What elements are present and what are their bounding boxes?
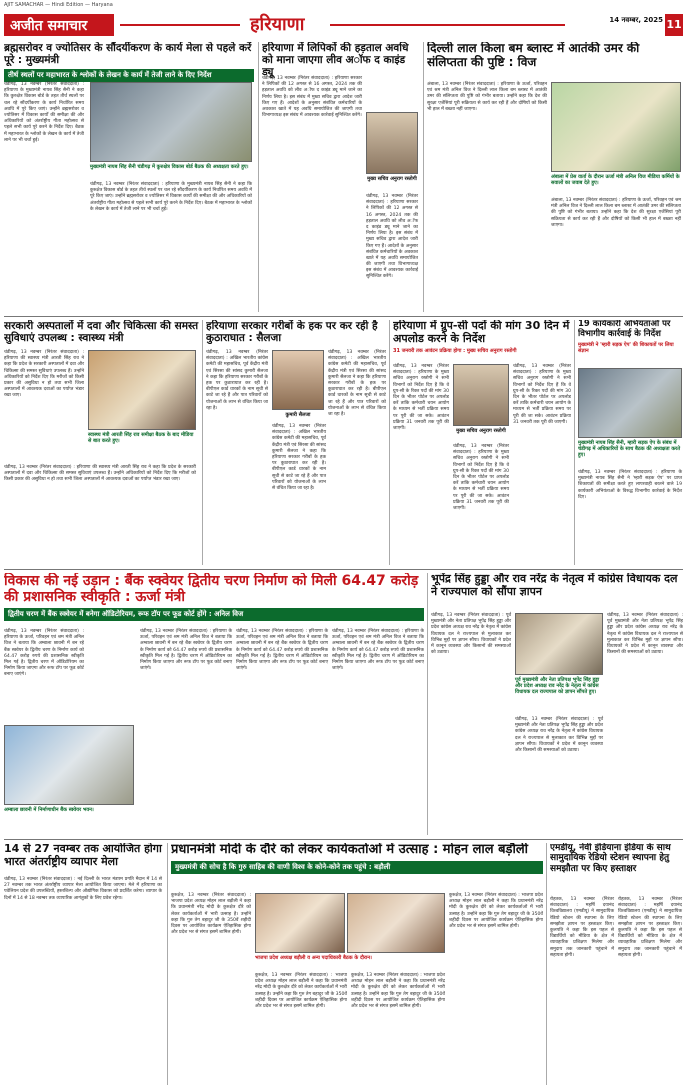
- story-red-fort-blast: [427, 42, 683, 312]
- photo-caption: पूर्व मुख्यमंत्री और नेता प्रतिपक्ष भूपेंद्र सिंह हुड्डा और प्रदेश अध्यक्ष राव नरेंद्र के नेतृत्व में कांग्रेस विधायक दल राज्यपाल को ज्ञापन सौंपते हुए।: [515, 677, 600, 695]
- story-body-cont2: चंडीगढ़, 13 नवम्बर (निरंतर संवाददाता) : हरियाणा के मुख्य सचिव अनुराग रस्तोगी ने सभी विभागों को निर्देश दिए हैं कि वे ग्रुप-सी के रिक्त पदों की मांग 30 दिन के भीतर पोर्टल पर अपलोड करें ताकि कर्मचारी चयन आयोग के माध्यम से भर्ती प्रक्रिया समय पर पूरी की जा सके। आवंटन प्रक्रिया 31 जनवरी तक पूरी की जाएगी।: [453, 444, 509, 511]
- column-divider: [167, 843, 168, 1085]
- story-body: कुरुक्षेत्र, 13 नवम्बर (निरंतर संवाददाता) : भाजपा प्रदेश अध्यक्ष मोहन लाल बड़ौली ने कहा कि प्रधानमंत्री नरेंद्र मोदी के कुरुक्षेत्र दौरे को लेकर कार्यकर्ताओं में भारी उत्साह है। उन्होंने कहा कि गुरु तेग बहादुर जी के 350वें शहीदी दिवस पर आयोजित कार्यक्रम ऐतिहासिक होगा और प्रदेश भर से संगत इसमें शामिल होगी।: [171, 893, 251, 936]
- story-headline: हरियाणा में ग्रुप-सी पदों की मांग 30 दिन में अपलोड करने के निर्देश: [393, 320, 570, 345]
- story-headline: हरियाणा सरकार गरीबों के हक पर कर रही है कुठाराघात : सैलजा: [206, 320, 378, 345]
- column-divider: [427, 573, 428, 835]
- portrait-selja: [272, 350, 324, 410]
- story-body: चंडीगढ़, 13 नवम्बर (निरंतर संवाददाता) : हरियाणा के मुख्यमंत्री नायब सिंह सैनी ने कहा कि कुरुक्षेत्र विकास बोर्ड के तहत तीर्थ स्थलों पर चल रहे सौंदर्यीकरण के कार्य निर्धारित समय अवधि में पूरे किए जाएं। उन्होंने ब्रह्मसरोवर व ज्योतिसर में विकास कार्यों की समीक्षा की और अधिकारियों को अंतर्राष्ट्रीय गीता महोत्सव से पहले सभी कार्य पूरे करने के निर्देश दिए। बैठक में महाभारत के श्लोकों के लेखन के कार्य में तेजी लाने पर भी चर्चा हुई।: [4, 82, 84, 143]
- story-body-cont: चंडीगढ़, 13 नवम्बर (निरंतर संवाददाता) : हरियाणा के मुख्य सचिव अनुराग रस्तोगी ने सभी विभागों को निर्देश दिए हैं कि वे ग्रुप-सी के रिक्त पदों की मांग 30 दिन के भीतर पोर्टल पर अपलोड करें ताकि कर्मचारी चयन आयोग के माध्यम से भर्ती प्रक्रिया समय पर पूरी की जा सके। आवंटन प्रक्रिया 31 जनवरी तक पूरी की जाएगी।: [513, 364, 571, 425]
- page-number: 11: [665, 14, 683, 36]
- story-cm-brahmsarovar: [4, 42, 254, 312]
- portrait-chief-secretary: [366, 112, 418, 174]
- photo-cm-road-meeting: [578, 368, 682, 438]
- story-group-c-posts: [393, 320, 571, 565]
- story-headline: प्रधानमंत्री मोदी के दौरे को लेकर कार्यकर्ताओं में उत्साह : मोहन लाल बड़ौली: [171, 843, 529, 857]
- story-body-cont2: चंडीगढ़, 13 नवम्बर (निरंतर संवाददाता) : हरियाणा के ऊर्जा, परिवहन एवं श्रम मंत्री अनिल विज ने बताया कि अम्बाला छावनी में बन रहे बैंक स्क्वेयर के द्वितीय चरण के निर्माण कार्य को 64.47 करोड़ रुपये की प्रशासनिक स्वीकृति मिल गई है। द्वितीय चरण में ऑडिटोरियम का निर्माण किया जाएगा और रूफ टॉप पर फूड कोर्ट बनाए जाएंगे।: [236, 629, 328, 672]
- story-body-cont2: चंडीगढ़, 13 नवम्बर (निरंतर संवाददाता) : अखिल भारतीय कांग्रेस कमेटी की महासचिव, पूर्व केंद्रीय मंत्री एवं सिरसा की सांसद कुमारी सैलजा ने कहा कि हरियाणा सरकार गरीबों के हक पर कुठाराघात कर रही है। बीपीएल कार्ड धारकों के नाम सूची से काटे जा रहे हैं और पात्र परिवारों को योजनाओं के लाभ से वंचित किया जा रहा है।: [272, 424, 326, 491]
- story-selja: [206, 320, 386, 565]
- story-body-cont: चंडीगढ़, 13 नवम्बर (निरंतर संवाददाता) : हरियाणा के मुख्यमंत्री नायब सिंह सैनी ने कहा कि कुरुक्षेत्र विकास बोर्ड के तहत तीर्थ स्थलों पर चल रहे सौंदर्यीकरण के कार्य निर्धारित समय अवधि में पूरे किए जाएं। उन्होंने ब्रह्मसरोवर व ज्योतिसर में विकास कार्यों की समीक्षा की और अधिकारियों को अंतर्राष्ट्रीय गीता महोत्सव से पहले सभी कार्य पूरे करने के निर्देश दिए। बैठक में महाभारत के श्लोकों के लेखन के कार्य में तेजी लाने पर भी चर्चा हुई।: [90, 182, 252, 212]
- story-body: चंडीगढ़, 13 नवम्बर (निरंतर संवाददाता) : पूर्व मुख्यमंत्री और नेता प्रतिपक्ष भूपेंद्र सिंह हुड्डा और प्रदेश कांग्रेस अध्यक्ष राव नरेंद्र के नेतृत्व में कांग्रेस विधायक दल ने राज्यपाल से मुलाकात कर विभिन्न मुद्दों पर ज्ञापन सौंपा। विधायकों ने प्रदेश में कानून व्यवस्था और किसानों की समस्याओं को उठाया।: [431, 613, 511, 656]
- story-health-minister: [4, 320, 199, 565]
- story-trade-fair: [4, 843, 164, 1085]
- photo-health-minister: [88, 350, 196, 430]
- story-congress-memorandum: [431, 573, 683, 835]
- story-pm-visit-badoli: [171, 843, 543, 1085]
- story-body: चंडीगढ़, 13 नवम्बर (निरंतर संवाददाता) : हरियाणा के मुख्य सचिव अनुराग रस्तोगी ने सभी विभागों को निर्देश दिए हैं कि वे ग्रुप-सी के रिक्त पदों की मांग 30 दिन के भीतर पोर्टल पर अपलोड करें ताकि कर्मचारी चयन आयोग के माध्यम से भर्ती प्रक्रिया समय पर पूरी की जा सके। आवंटन प्रक्रिया 31 जनवरी तक पूरी की जाएगी।: [393, 364, 449, 431]
- story-body: चंडीगढ़, 13 नवम्बर (निरंतर संवाददाता) : हरियाणा सरकार ने लिपिकों की 12 अगस्त से 16 अगस्त, 2024 तक की हड़ताल अवधि को लीव अॉफ द काइंड ड्यू माने जाने का निर्णय लिया है। इस संबंध में मुख्य सचिव द्वारा आदेश जारी किए गए हैं। आदेशों के अनुसार संबंधित कर्मचारियों के अवकाश खाते में यह अवधि समायोजित की जाएगी तथा विभागाध्यक्ष इस संबंध में आवश्यक कार्रवाई सुनिश्चित करेंगे।: [262, 76, 362, 119]
- photo-caption: स्वास्थ्य मंत्री आरती सिंह राव समीक्षा बैठक के बाद मीडिया से बात करते हुए।: [88, 432, 194, 444]
- masthead-rule-right: [330, 24, 565, 26]
- photo-caption: मुख्यमंत्री नायब सिंह सैनी चंडीगढ़ में कुरुक्षेत्र विकास बोर्ड बैठक की अध्यक्षता करते हुए।: [90, 164, 249, 170]
- story-body: चंडीगढ़, 13 नवम्बर (निरंतर संवाददाता) : नई दिल्ली के भारत मंडपम प्रगति मैदान में 14 से 27 नवम्बर तक भारत अंतर्राष्ट्रीय व्यापार मेला आयोजित किया जाएगा। मेले में हरियाणा का पवेलियन प्रदेश की उपलब्धियों, हस्तशिल्प और औद्योगिक विकास को प्रदर्शित करेगा। व्यापार के दिनों में 14 से 18 नवम्बर तक व्यापारिक आगंतुकों के लिए प्रवेश रहेगा।: [4, 877, 162, 901]
- story-body-cont: कुरुक्षेत्र, 13 नवम्बर (निरंतर संवाददाता) : भाजपा प्रदेश अध्यक्ष मोहन लाल बड़ौली ने कहा कि प्रधानमंत्री नरेंद्र मोदी के कुरुक्षेत्र दौरे को लेकर कार्यकर्ताओं में भारी उत्साह है। उन्होंने कहा कि गुरु तेग बहादुर जी के 350वें शहीदी दिवस पर आयोजित कार्यक्रम ऐतिहासिक होगा और प्रदेश भर से संगत इसमें शामिल होगी।: [255, 973, 347, 1009]
- row-divider: [4, 839, 683, 840]
- story-headline: सरकारी अस्पतालों में दवा और चिकित्सा की समस्त सुविधाएं उपलब्ध : स्वास्थ्य मंत्री: [4, 320, 199, 345]
- story-subheadline: मुख्यमंत्री की सोच है कि गुरु साहिब की वाणी विश्व के कोने-कोने तक पहुंचे : बड़ौली: [171, 861, 543, 874]
- story-body: चंडीगढ़, 13 नवम्बर (निरंतर संवाददाता) : अखिल भारतीय कांग्रेस कमेटी की महासचिव, पूर्व केंद्रीय मंत्री एवं सिरसा की सांसद कुमारी सैलजा ने कहा कि हरियाणा सरकार गरीबों के हक पर कुठाराघात कर रही है। बीपीएल कार्ड धारकों के नाम सूची से काटे जा रहे हैं और पात्र परिवारों को योजनाओं के लाभ से वंचित किया जा रहा है।: [206, 350, 268, 411]
- issue-date: 14 नवम्बर, 2025: [609, 16, 663, 24]
- story-body-cont2: चंडीगढ़, 13 नवम्बर (निरंतर संवाददाता) : पूर्व मुख्यमंत्री और नेता प्रतिपक्ष भूपेंद्र सिंह हुड्डा और प्रदेश कांग्रेस अध्यक्ष राव नरेंद्र के नेतृत्व में कांग्रेस विधायक दल ने राज्यपाल से मुलाकात कर विभिन्न मुद्दों पर ज्ञापन सौंपा। विधायकों ने प्रदेश में कानून व्यवस्था और किसानों की समस्याओं को उठाया।: [607, 613, 683, 656]
- story-bank-square: [4, 573, 424, 835]
- portrait-caption: मुख्य सचिव अनुराग रस्तोगी: [456, 428, 506, 434]
- column-divider: [574, 320, 575, 565]
- column-divider: [389, 320, 390, 565]
- photo-caption: अंबाला में प्रेस वार्ता के दौरान ऊर्जा मंत्री अनिल विज मीडिया कर्मियों के सवालों का जवाब देते हुए।: [551, 174, 680, 186]
- story-body-cont: चंडीगढ़, 13 नवम्बर (निरंतर संवाददाता) : पूर्व मुख्यमंत्री और नेता प्रतिपक्ष भूपेंद्र सिंह हुड्डा और प्रदेश कांग्रेस अध्यक्ष राव नरेंद्र के नेतृत्व में कांग्रेस विधायक दल ने राज्यपाल से मुलाकात कर विभिन्न मुद्दों पर ज्ञापन सौंपा। विधायकों ने प्रदेश में कानून व्यवस्था और किसानों की समस्याओं को उठाया।: [515, 717, 603, 753]
- photo-caption: अम्बाला छावनी में निर्माणाधीन बैंक स्क्वेयर भवन।: [4, 807, 94, 813]
- story-mdu-radio: [550, 843, 683, 1085]
- story-headline: विकास की नई उड़ान : बैंक स्क्वेयर द्वितीय चरण निर्माण को मिली 64.47 करोड़ की प्रशासनिक स्वीकृति : ऊर्जा मंत्री: [4, 573, 419, 606]
- photo-caption: मुख्यमंत्री नायब सिंह सैनी, म्हारी सड़क ऐप के संबंध में चंडीगढ़ में अधिकारियों के साथ बैठक की अध्यक्षता करते हुए।: [578, 440, 681, 458]
- story-headline: भूपेंद्र सिंह हुड्डा और राव नरेंद्र के नेतृत्व में कांग्रेस विधायक दल ने राज्यपाल को सौंपा ज्ञापन: [431, 573, 678, 598]
- story-body-cont: अंबाला, 13 नवम्बर (निरंतर संवाददाता) : हरियाणा के ऊर्जा, परिवहन एवं श्रम मंत्री अनिल विज ने दिल्ली लाल किला बम ब्लास्ट में आतंकी उमर की संलिप्तता की पुष्टि को गंभीर बताया। उन्होंने कहा कि देश की सुरक्षा एजेंसियां पूरी सक्रियता से कार्य कर रही हैं और दोषियों को किसी भी हाल में बख्शा नहीं जाएगा।: [551, 198, 681, 228]
- story-body: चंडीगढ़, 13 नवम्बर (निरंतर संवाददाता) : हरियाणा की स्वास्थ्य मंत्री आरती सिंह राव ने कहा कि प्रदेश के सरकारी अस्पतालों में दवा और चिकित्सा की समस्त सुविधाएं उपलब्ध हैं। उन्होंने अधिकारियों को निर्देश दिए कि मरीजों को किसी प्रकार की असुविधा न हो तथा सभी जिला अस्पतालों में आवश्यक दवाओं का पर्याप्त भंडार रखा जाए।: [4, 350, 84, 399]
- story-executive-engineers: [578, 320, 683, 565]
- story-headline: 14 से 27 नवम्बर तक आयोजित होगा भारत अंतर्राष्ट्रीय व्यापार मेला: [4, 843, 162, 868]
- print-slug: AJIT SAMACHAR — Hindi Edition — Haryana: [4, 2, 113, 8]
- story-body-cont3: चंडीगढ़, 13 नवम्बर (निरंतर संवाददाता) : हरियाणा के ऊर्जा, परिवहन एवं श्रम मंत्री अनिल विज ने बताया कि अम्बाला छावनी में बन रहे बैंक स्क्वेयर के द्वितीय चरण के निर्माण कार्य को 64.47 करोड़ रुपये की प्रशासनिक स्वीकृति मिल गई है। द्वितीय चरण में ऑडिटोरियम का निर्माण किया जाएगा और रूफ टॉप पर फूड कोर्ट बनाए जाएंगे।: [332, 629, 424, 672]
- portrait-caption: मुख्य सचिव अनुराग रस्तोगी: [367, 176, 417, 182]
- story-headline: हरियाणा में लिपिकों की हड़ताल अवधि को माना जाएगा लीव अॉफ द काइंड ड्यू: [262, 42, 409, 79]
- story-body-cont: चंडीगढ़, 13 नवम्बर (निरंतर संवाददाता) : अखिल भारतीय कांग्रेस कमेटी की महासचिव, पूर्व केंद्रीय मंत्री एवं सिरसा की सांसद कुमारी सैलजा ने कहा कि हरियाणा सरकार गरीबों के हक पर कुठाराघात कर रही है। बीपीएल कार्ड धारकों के नाम सूची से काटे जा रहे हैं और पात्र परिवारों को योजनाओं के लाभ से वंचित किया जा रहा है।: [328, 350, 386, 417]
- story-body: चंडीगढ़, 13 नवम्बर (निरंतर संवाददाता) : हरियाणा के मुख्यमंत्री नायब सिंह सैनी ने 'म्हारी सड़क ऐप' पर प्राप्त शिकायतों की समीक्षा करते हुए लापरवाही बरतने वाले 19 कार्यकारी अभियंताओं के विरुद्ध विभागीय कार्रवाई के निर्देश दिए।: [578, 470, 682, 500]
- column-divider: [202, 320, 203, 565]
- story-body: रोहतक, 13 नवम्बर (निरंतर संवाददाता) : महर्षि दयानंद विश्वविद्यालय (एमडीयू) ने सामुदायिक रेडियो स्टेशन की स्थापना के लिए समझौता ज्ञापन पर हस्ताक्षर किए। कुलपति ने कहा कि इस पहल से विद्यार्थियों को मीडिया के क्षेत्र में व्यावहारिक प्रशिक्षण मिलेगा और समुदाय तक जानकारी पहुंचाने में सहायता होगी।: [550, 897, 614, 958]
- row-divider: [4, 316, 683, 317]
- photo-anil-vij: [551, 82, 681, 172]
- story-body-cont2: कुरुक्षेत्र, 13 नवम्बर (निरंतर संवाददाता) : भाजपा प्रदेश अध्यक्ष मोहन लाल बड़ौली ने कहा कि प्रधानमंत्री नरेंद्र मोदी के कुरुक्षेत्र दौरे को लेकर कार्यकर्ताओं में भारी उत्साह है। उन्होंने कहा कि गुरु तेग बहादुर जी के 350वें शहीदी दिवस पर आयोजित कार्यक्रम ऐतिहासिक होगा और प्रदेश भर से संगत इसमें शामिल होगी।: [351, 973, 445, 1009]
- story-body: अंबाला, 13 नवम्बर (निरंतर संवाददाता) : हरियाणा के ऊर्जा, परिवहन एवं श्रम मंत्री अनिल विज ने दिल्ली लाल किला बम ब्लास्ट में आतंकी उमर की संलिप्तता की पुष्टि को गंभीर बताया। उन्होंने कहा कि देश की सुरक्षा एजेंसियां पूरी सक्रियता से कार्य कर रही हैं और दोषियों को किसी भी हाल में बख्शा नहीं जाएगा।: [427, 82, 547, 112]
- story-headline: दिल्ली लाल किला बम ब्लास्ट में आतंकी उमर की संलिप्तता की पुष्टि : विज: [427, 42, 640, 69]
- story-body-cont: चंडीगढ़, 13 नवम्बर (निरंतर संवाददाता) : हरियाणा सरकार ने लिपिकों की 12 अगस्त से 16 अगस्त, 2024 तक की हड़ताल अवधि को लीव अॉफ द काइंड ड्यू माने जाने का निर्णय लिया है। इस संबंध में मुख्य सचिव द्वारा आदेश जारी किए गए हैं। आदेशों के अनुसार संबंधित कर्मचारियों के अवकाश खाते में यह अवधि समायोजित की जाएगी तथा विभागाध्यक्ष इस संबंध में आवश्यक कार्रवाई सुनिश्चित करेंगे।: [366, 194, 418, 280]
- photo-bjp-meeting-2: [347, 893, 445, 953]
- story-headline: ब्रह्मसरोवर व ज्योतिसर के सौंदर्यीकरण के कार्य मेला से पहले करें पूरे : मुख्यमंत्री: [4, 42, 252, 67]
- photo-cm-meeting: [90, 82, 252, 162]
- story-body-cont3: कुरुक्षेत्र, 13 नवम्बर (निरंतर संवाददाता) : भाजपा प्रदेश अध्यक्ष मोहन लाल बड़ौली ने कहा कि प्रधानमंत्री नरेंद्र मोदी के कुरुक्षेत्र दौरे को लेकर कार्यकर्ताओं में भारी उत्साह है। उन्होंने कहा कि गुरु तेग बहादुर जी के 350वें शहीदी दिवस पर आयोजित कार्यक्रम ऐतिहासिक होगा और प्रदेश भर से संगत इसमें शामिल होगी।: [449, 893, 543, 929]
- story-body: चंडीगढ़, 13 नवम्बर (निरंतर संवाददाता) : हरियाणा के ऊर्जा, परिवहन एवं श्रम मंत्री अनिल विज ने बताया कि अम्बाला छावनी में बन रहे बैंक स्क्वेयर के द्वितीय चरण के निर्माण कार्य को 64.47 करोड़ रुपये की प्रशासनिक स्वीकृति मिल गई है। द्वितीय चरण में ऑडिटोरियम का निर्माण किया जाएगा और रूफ टॉप पर फूड कोर्ट बनाए जाएंगे।: [4, 629, 84, 678]
- photo-bjp-meeting-1: [255, 893, 345, 953]
- masthead: [0, 12, 687, 38]
- story-headline: 19 कार्यकारी अभियंताओं पर विभागीय कार्रवाई के निर्देश: [578, 320, 671, 339]
- story-subheadline: तीर्थ स्थलों पर महाभारत के श्लोकों के लेखन के कार्य में तेजी लाने के दिए निर्देश: [4, 69, 254, 82]
- photo-congress-delegation: [515, 613, 603, 675]
- portrait-caption: कुमारी सैलजा: [285, 412, 311, 418]
- story-subheadline: 31 जनवरी तक आवंटन प्रक्रिया होगा : मुख्य सचिव अनुराग रस्तोगी: [393, 348, 517, 355]
- newspaper-brand: अजीत समाचार: [4, 14, 114, 36]
- photo-bank-square: [4, 725, 134, 805]
- row-divider: [4, 569, 683, 570]
- story-subheadline: द्वितीय चरण में बैंक स्क्वेयर में बनेगा ऑडिटोरियम, रूफ टॉप पर फूड कोर्ट होंगे : अनिल विज: [4, 608, 424, 621]
- story-headline: एमडीयू, नेवी इंडियाना इंडिया के साथ सामुदायिक रेडियो स्टेशन स्थापना हेतु समझौता पर किए हस्ताक्षर: [550, 843, 671, 874]
- portrait-chief-secretary: [453, 364, 509, 426]
- masthead-rule-left: [120, 24, 240, 26]
- column-divider: [546, 843, 547, 1085]
- story-clerk-strike: [262, 42, 420, 312]
- column-divider: [423, 42, 424, 312]
- photo-caption: भाजपा प्रदेश अध्यक्ष बड़ौली व अन्य पदाधिकारी बैठक के दौरान।: [255, 955, 372, 961]
- column-divider: [258, 42, 259, 312]
- story-body-cont: चंडीगढ़, 13 नवम्बर (निरंतर संवाददाता) : हरियाणा की स्वास्थ्य मंत्री आरती सिंह राव ने कहा कि प्रदेश के सरकारी अस्पतालों में दवा और चिकित्सा की समस्त सुविधाएं उपलब्ध हैं। उन्होंने अधिकारियों को निर्देश दिए कि मरीजों को किसी प्रकार की असुविधा न हो तथा सभी जिला अस्पतालों में आवश्यक दवाओं का पर्याप्त भंडार रखा जाए।: [4, 465, 196, 483]
- story-subheadline: मुख्यमंत्री ने 'म्हारी सड़क ऐप' की शिकायतों पर लिया संज्ञान: [578, 341, 674, 354]
- story-body-cont: रोहतक, 13 नवम्बर (निरंतर संवाददाता) : महर्षि दयानंद विश्वविद्यालय (एमडीयू) ने सामुदायिक रेडियो स्टेशन की स्थापना के लिए समझौता ज्ञापन पर हस्ताक्षर किए। कुलपति ने कहा कि इस पहल से विद्यार्थियों को मीडिया के क्षेत्र में व्यावहारिक प्रशिक्षण मिलेगा और समुदाय तक जानकारी पहुंचाने में सहायता होगी।: [618, 897, 682, 958]
- section-title: हरियाणा: [250, 14, 305, 35]
- story-body-cont: चंडीगढ़, 13 नवम्बर (निरंतर संवाददाता) : हरियाणा के ऊर्जा, परिवहन एवं श्रम मंत्री अनिल विज ने बताया कि अम्बाला छावनी में बन रहे बैंक स्क्वेयर के द्वितीय चरण के निर्माण कार्य को 64.47 करोड़ रुपये की प्रशासनिक स्वीकृति मिल गई है। द्वितीय चरण में ऑडिटोरियम का निर्माण किया जाएगा और रूफ टॉप पर फूड कोर्ट बनाए जाएंगे।: [140, 629, 232, 672]
